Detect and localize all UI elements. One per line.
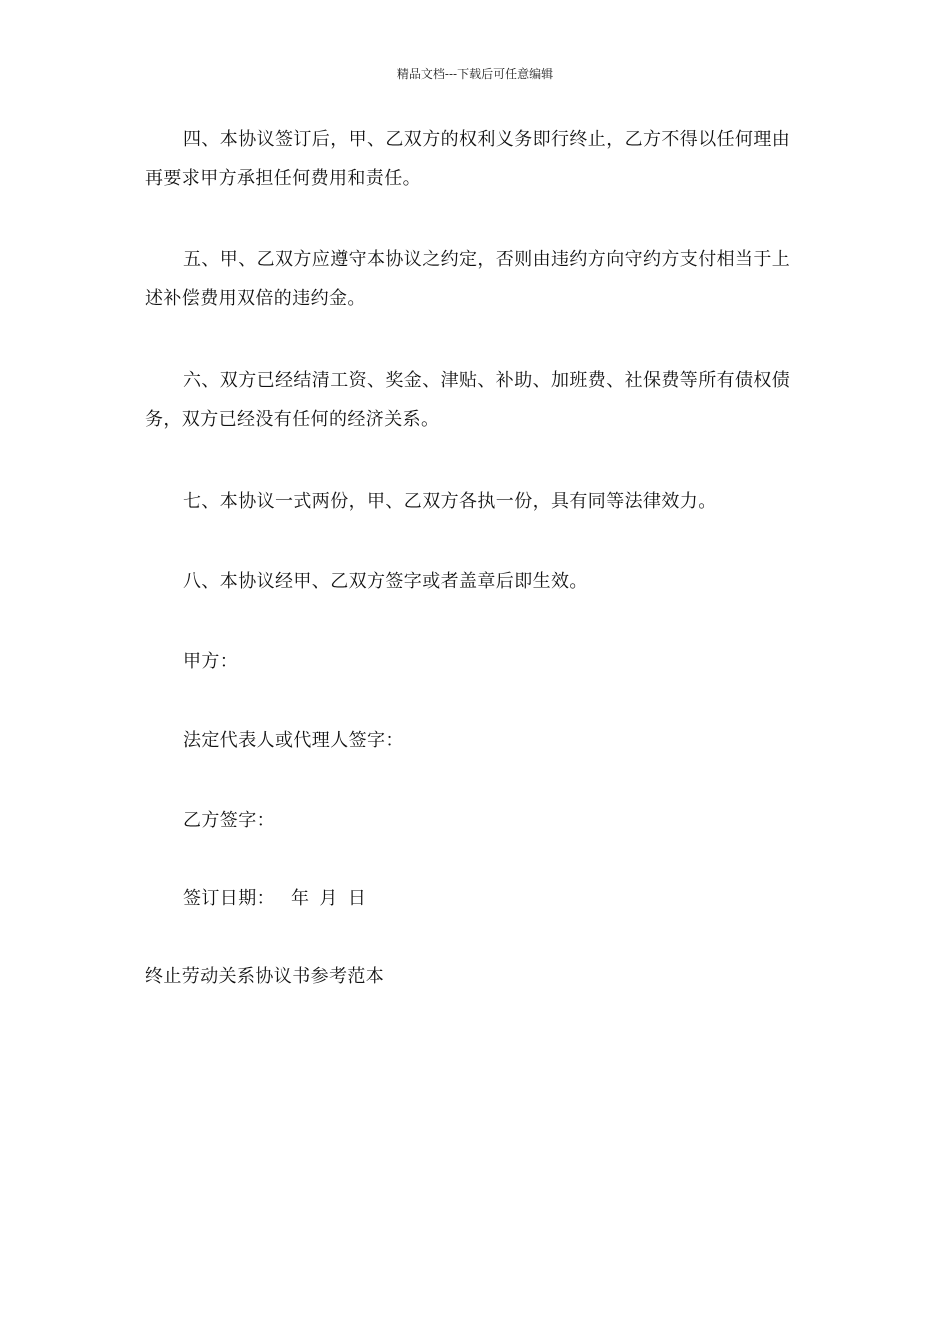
- representative-signature-label: 法定代表人或代理人签字：: [183, 730, 404, 751]
- clause-8: 八、本协议经甲、乙双方签字或者盖章后即生效。: [183, 571, 588, 592]
- clause-7: 七、本协议一式两份，甲、乙双方各执一份，具有同等法律效力。: [183, 491, 717, 512]
- document-title: 终止劳动关系协议书参考范本: [145, 966, 385, 987]
- clause-6: 六、双方已经结清工资、奖金、津贴、补助、加班费、社保费等所有债权债务，双方已经没有任何的经济关系。: [145, 370, 791, 430]
- signing-date-line: [183, 887, 366, 911]
- page-header: 精品文档---下载后可任意编辑: [396, 67, 554, 81]
- clause-4: 四、本协议签订后，甲、乙双方的权利义务即行终止，乙方不得以任何理由再要求甲方承担任何费用和责任。: [145, 129, 791, 189]
- date-year: 年: [291, 888, 310, 909]
- clause-5: 五、甲、乙双方应遵守本协议之约定，否则由违约方向守约方支付相当于上述补偿费用双倍的违约金。: [145, 249, 791, 309]
- date-month: 月: [319, 888, 338, 909]
- party-b-signature-label: 乙方签字：: [183, 810, 275, 831]
- party-a-label: 甲方：: [183, 651, 239, 672]
- signing-date-label: 签订日期：: [183, 888, 275, 909]
- date-day: 日: [347, 888, 367, 909]
